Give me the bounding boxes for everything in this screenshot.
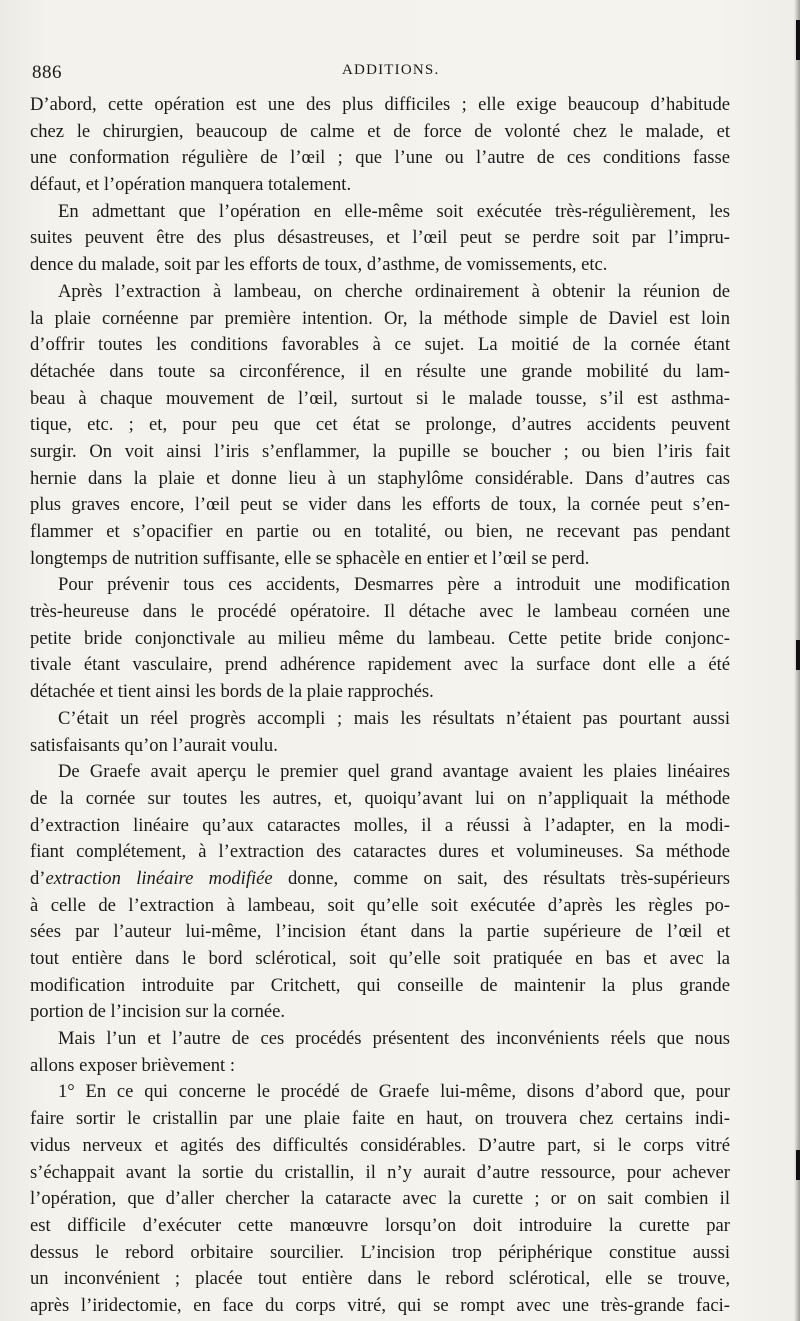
text-line: défaut, et l’opération manquera totalement. [30,174,352,196]
text-line: est difficile d’exécuter cette manœuvre lorsqu’on doit introduire la curette par [30,1214,730,1236]
text-line: tout entière dans le bord sclérotical, soit qu’elle soit pratiquée en bas et avec la [30,948,730,969]
text-line: tivale étant vasculaire, prend adhérence rapidement avec la surface dont elle a été [30,654,730,676]
text-line: portion de l’incision sur la cornée. [30,1001,286,1023]
text-line: C’était un réel progrès accompli ; mais les résultats n’étaient pas pourtant aussi [58,707,730,729]
page-number: 886 [32,62,62,83]
text-line: dence du malade, soit par les efforts de toux, d’asthme, de vomissements, etc. [30,254,608,276]
italic-phrase: extraction linéaire modifiée [45,867,273,889]
text-line: modification introduite par Critchett, qui conseille de maintenir la plus grande [30,974,730,996]
paragraph [30,1079,730,1319]
text-line: petite bride conjonctivale au milieu même du lambeau. Cette petite bride conjonc- [30,627,730,649]
text-line: tique, etc. ; et, pour peu que cet état se prolonge, d’autres accidents peuvent [30,414,730,436]
text-line: détachée et tient ainsi les bords de la plaie rapprochés. [30,681,434,703]
text-line: vidus nerveux et agités des difficultés considérables. D’autre part, si le corps vitré [30,1134,730,1156]
text-line: l’opération, que d’aller chercher la cataracte avec la curette ; or on sait combien il [30,1188,730,1210]
running-head: ADDITIONS. [342,62,440,78]
text-line: 1° En ce qui concerne le procédé de Graefe lui-même, disons d’abord que, pour [58,1081,730,1103]
text-line: d’offrir toutes les conditions favorables à ce sujet. La moitié de la cornée étant [30,334,730,356]
text-line: longtemps de nutrition suffisante, elle se sphacèle en entier et l’œil se perd. [30,547,590,569]
text-line: de la cornée sur toutes les autres, et, quoiqu’avant lui on n’appliquait la méthode [30,787,730,809]
text-line: très-heureuse dans le procédé opératoire. Il détache avec le lambeau cornéen une [30,601,730,623]
text-line: sées par l’auteur lui-même, l’incision étant dans la partie supérieure de l’œil et [30,921,730,943]
text-line: faire sortir le cristallin par une plaie faite en haut, on trouvera chez certains indi- [30,1108,730,1130]
text-line: Après l’extraction à lambeau, on cherche ordinairement à obtenir la réunion de [58,280,730,302]
text-line: En admettant que l’opération en elle-même soit exécutée très-régulièrement, les [58,200,730,222]
text-line: suites peuvent être des plus désastreuses, et l’œil peut se perdre soit par l’impru- [30,227,730,249]
body-text [30,92,730,1320]
paragraph [30,572,730,705]
text-line: fiant complétement, à l’extraction des cataractes dures et volumineuses. Sa méthode [30,841,730,863]
text-line: un inconvénient ; placée tout entière dans le rebord sclérotical, elle se trouve, [30,1268,730,1290]
text-line: flammer et s’opacifier en partie ou en totalité, ou bien, ne recevant pas pendant [30,521,730,542]
text-line: beau à chaque mouvement de l’œil, surtout si le malade tousse, s’il est asthma- [30,387,730,409]
edge-mark [796,1150,800,1180]
text-line: hernie dans la plaie et donne lieu à un staphylôme considérable. Dans d’autres cas [30,467,730,489]
text-line: surgir. On voit ainsi l’iris s’enflammer, la pupille se boucher ; ou bien l’iris fait [30,440,730,462]
paragraph [30,92,730,199]
paragraph [30,706,730,759]
text-line: Pour prévenir tous ces accidents, Desmarres père a introduit une modification [58,574,730,596]
text-line: plus graves encore, l’œil peut se vider dans les efforts de toux, la cornée peut s’en- [30,494,730,516]
text-line: satisfaisants qu’on l’aurait voulu. [30,734,278,756]
text-line: s’échappait avant la sortie du cristallin, il n’y aurait d’autre ressource, pour achever [30,1161,730,1183]
edge-mark [796,20,800,60]
paragraph [30,759,730,1026]
text-line: une conformation régulière de l’œil ; que l’une ou l’autre de ces conditions fasse [30,147,730,169]
paragraph [30,279,730,573]
paragraph [30,199,730,279]
page-header [30,62,770,88]
text-line-with-italic: d’extraction linéaire modifiée donne, comme on sait, des résultats très-supérieurs [30,867,730,889]
text-line: dessus le rebord orbitaire sourcilier. L’incision trop périphérique constitue aussi [30,1241,730,1263]
text-line: De Graefe avait aperçu le premier quel grand avantage avaient les plaies linéaires [58,761,730,783]
edge-mark [796,640,800,670]
text-line: la plaie cornéenne par première intention. Or, la méthode simple de Daviel est loin [30,307,730,329]
text-line: Mais l’un et l’autre de ces procédés présentent des inconvénients réels que nous [58,1028,730,1050]
text-line: D’abord, cette opération est une des plus difficiles ; elle exige beaucoup d’habitude [30,94,730,115]
text-line: détachée dans toute sa circonférence, il en résulte une grande mobilité du lam- [30,360,730,382]
text-line: à celle de l’extraction à lambeau, soit qu’elle soit exécutée d’après les règles po- [30,894,730,916]
paragraph [30,1026,730,1079]
text-line: chez le chirurgien, beaucoup de calme et de force de volonté chez le malade, et [30,120,730,142]
text-line: d’extraction linéaire qu’aux cataractes molles, il a réussi à l’adapter, en la modi- [30,814,730,836]
text-line: allons exposer brièvement : [30,1054,235,1076]
text-line: après l’iridectomie, en face du corps vitré, qui se rompt avec une très-grande faci- [30,1294,730,1316]
